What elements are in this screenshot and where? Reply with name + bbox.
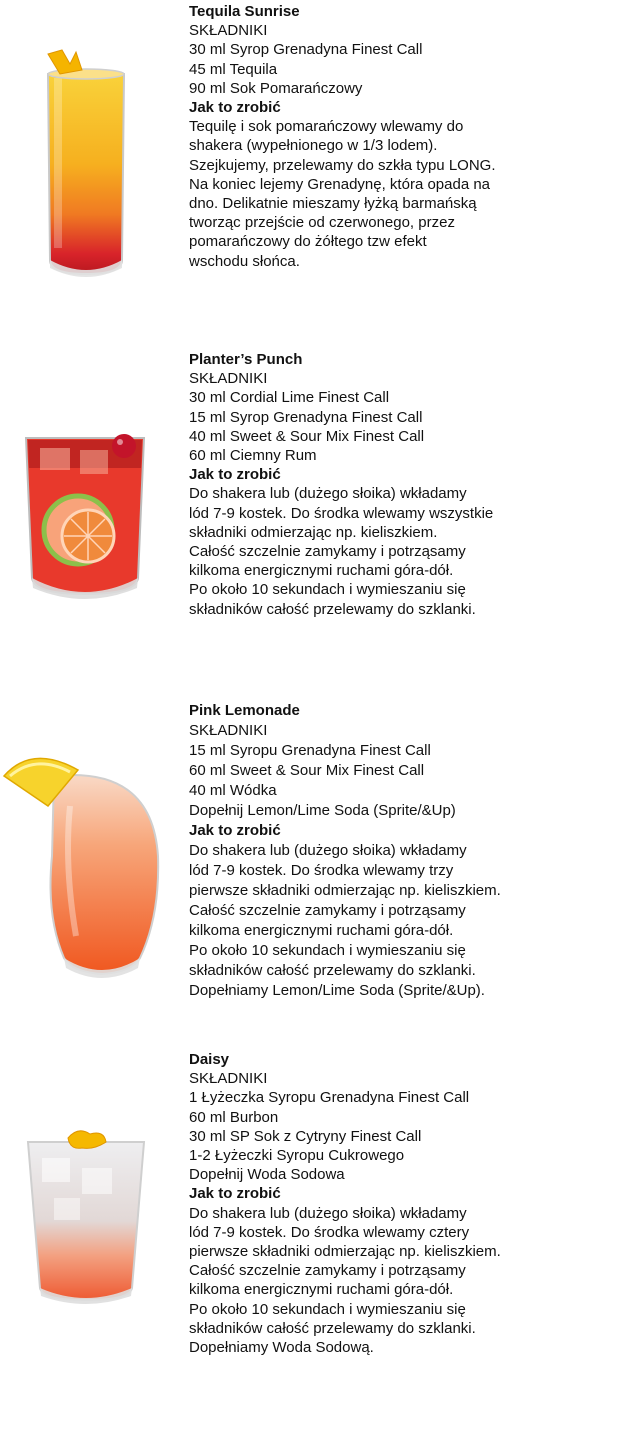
method-line: Po około 10 sekundach i wymieszaniu się: [189, 581, 466, 599]
method-line: składników całość przelewamy do szklanki.: [189, 1319, 476, 1337]
recipe-text: [189, 701, 501, 1001]
ingredient: 1 Łyżeczka Syropu Grenadyna Finest Call: [189, 1089, 470, 1107]
recipe-text: [189, 1050, 501, 1357]
method-line: Po około 10 sekundach i wymieszaniu się: [189, 942, 466, 959]
method-line: Dopełniamy Lemon/Lime Soda (Sprite/&Up).: [189, 982, 485, 999]
ingredient: 60 ml Ciemny Rum: [189, 447, 317, 465]
method-line: lód 7-9 kostek. Do środka wlewamy wszystkie: [189, 504, 494, 522]
method-line: Do shakera lub (dużego słoika) wkładamy: [189, 1204, 467, 1222]
method-line: Całość szczelnie zamykamy i potrząsamy: [189, 543, 466, 561]
ingredient: Dopełnij Woda Sodowa: [189, 1166, 345, 1184]
method-line: kilkoma energicznymi ruchami góra-dół.: [189, 1281, 454, 1299]
method-line: pierwsze składniki odmierzając np. kieliszkiem.: [189, 1243, 501, 1261]
method-heading: Jak to zrobić: [189, 822, 281, 839]
ingredient: 45 ml Tequila: [189, 60, 278, 78]
method-line: lód 7-9 kostek. Do środka wlewamy trzy: [189, 862, 454, 879]
ingredient: 30 ml Syrop Grenadyna Finest Call: [189, 41, 423, 59]
ingredients-heading: SKŁADNIKI: [189, 722, 268, 739]
ingredient: 15 ml Syropu Grenadyna Finest Call: [189, 742, 431, 759]
daisy-image: [24, 1128, 148, 1304]
method-line: Szejkujemy, przelewamy do szkła typu LONG.: [189, 156, 496, 174]
recipe-title: Daisy: [189, 1051, 230, 1068]
tequila-sunrise-image: [40, 48, 132, 280]
method-line: lód 7-9 kostek. Do środka wlewamy cztery: [189, 1223, 470, 1241]
method-line: Dopełniamy Woda Sodową.: [189, 1339, 374, 1357]
ingredient: 90 ml Sok Pomarańczowy: [189, 79, 363, 97]
ingredient: 60 ml Sweet & Sour Mix Finest Call: [189, 762, 425, 779]
method-line: składników całość przelewamy do szklanki.: [189, 962, 476, 979]
method-line: dno. Delikatnie mieszamy łyżką barmańską: [189, 195, 477, 213]
ingredient: 60 ml Burbon: [189, 1108, 279, 1126]
method-heading: Jak to zrobić: [189, 1185, 281, 1203]
method-line: Tequilę i sok pomarańczowy wlewamy do: [189, 118, 464, 136]
pink-lemonade-image: [2, 746, 162, 982]
method-heading: Jak to zrobić: [189, 466, 281, 484]
method-line: Po około 10 sekundach i wymieszaniu się: [189, 1300, 466, 1318]
recipe-text: [189, 350, 493, 619]
ingredient: 40 ml Sweet & Sour Mix Finest Call: [189, 427, 425, 445]
method-line: składniki odmierzając np. kieliszkiem.: [189, 523, 438, 541]
method-line: składników całość przelewamy do szklanki.: [189, 600, 476, 618]
recipe-title: Pink Lemonade: [189, 702, 300, 719]
recipe-title: Tequila Sunrise: [189, 3, 300, 20]
ingredients-heading: SKŁADNIKI: [189, 22, 268, 40]
planters-punch-image: [20, 428, 150, 600]
method-line: shakera (wypełnionego w 1/3 lodem).: [189, 137, 438, 155]
ingredient: 1-2 Łyżeczki Syropu Cukrowego: [189, 1147, 405, 1165]
ingredients-heading: SKŁADNIKI: [189, 1070, 268, 1088]
ingredient: 30 ml Cordial Lime Finest Call: [189, 389, 390, 407]
method-heading: Jak to zrobić: [189, 99, 281, 117]
method-line: kilkoma energicznymi ruchami góra-dół.: [189, 562, 454, 580]
ingredient: 40 ml Wódka: [189, 782, 277, 799]
method-line: kilkoma energicznymi ruchami góra-dół.: [189, 922, 454, 939]
method-line: wschodu słońca.: [189, 252, 300, 270]
ingredients-heading: SKŁADNIKI: [189, 370, 268, 388]
ingredient: Dopełnij Lemon/Lime Soda (Sprite/&Up): [189, 802, 456, 819]
ingredient: 30 ml SP Sok z Cytryny Finest Call: [189, 1127, 422, 1145]
method-line: Całość szczelnie zamykamy i potrząsamy: [189, 1262, 466, 1280]
recipe-text: [189, 2, 496, 271]
ingredient: 15 ml Syrop Grenadyna Finest Call: [189, 408, 423, 426]
method-line: Do shakera lub (dużego słoika) wkładamy: [189, 485, 467, 503]
method-line: tworząc przejście od czerwonego, przez: [189, 214, 455, 232]
method-line: pierwsze składniki odmierzając np. kieliszkiem.: [189, 882, 501, 899]
recipe-title: Planter’s Punch: [189, 351, 303, 368]
method-line: pomarańczowy do żółtego tzw efekt: [189, 233, 427, 251]
method-line: Całość szczelnie zamykamy i potrząsamy: [189, 902, 466, 919]
method-line: Na koniec lejemy Grenadynę, która opada na: [189, 175, 491, 193]
method-line: Do shakera lub (dużego słoika) wkładamy: [189, 842, 467, 859]
